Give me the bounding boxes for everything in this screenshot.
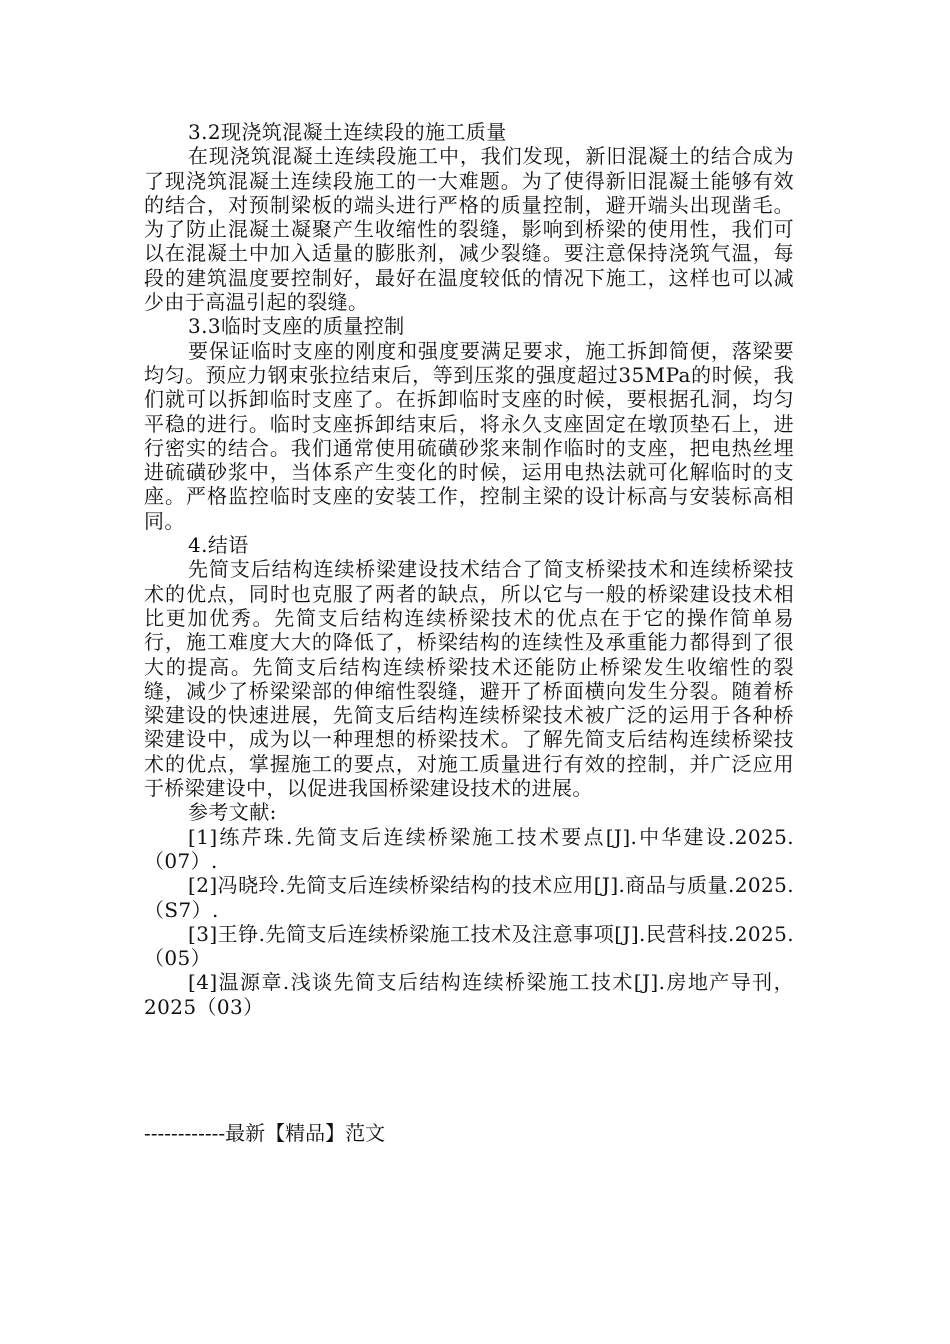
page-footer: ------------最新【精品】范文	[144, 1121, 386, 1145]
section-paragraph-4: 先简支后结构连续桥梁建设技术结合了简支桥梁技术和连续桥梁技术的优点，同时也克服了两者的缺点，所以它与一般的桥梁建设技术相比更加优秀。先简支后结构连续桥梁技术的优点在于它的操作简单易行，施工难度大大的降低了，桥梁结构的连续性及承重能力都得到了很大的提高。先简支后结构连续桥梁技术还能防止桥梁发生收缩性的裂缝，减少了桥梁梁部的伸缩性裂缝，避开了桥面横向发生分裂。随着桥梁建设的快速进展，先简支后结构连续桥梁技术被广泛的运用于各种桥梁建设中，成为以一种理想的桥梁技术。了解先简支后结构连续桥梁技术的优点，掌握施工的要点，对施工质量进行有效的控制，并广泛应用于桥梁建设中，以促进我国桥梁建设技术的进展。	[144, 557, 794, 801]
section-paragraph-3-3: 要保证临时支座的刚度和强度要满足要求，施工拆卸简便，落梁要均匀。预应力钢束张拉结束后，等到压浆的强度超过35MPa的时候，我们就可以拆卸临时支座了。在拆卸临时支座的时候，要根据孔洞，均匀平稳的进行。临时支座拆卸结束后，将永久支座固定在墩顶垫石上，进行密实的结合。我们通常使用硫磺砂浆来制作临时的支座，把电热丝埋进硫磺砂浆中，当体系产生变化的时候，运用电热法就可化解临时的支座。严格监控临时支座的安装工作，控制主梁的设计标高与安装标高相同。	[144, 338, 794, 533]
section-heading-3-2: 3.2现浇筑混凝土连续段的施工质量	[188, 120, 507, 144]
reference-item-1: [1]练芹珠.先简支后连续桥梁施工技术要点[J].中华建设.2025.（07）.	[144, 824, 794, 873]
reference-item-4: [4]温源章.浅谈先简支后结构连续桥梁施工技术[J].房地产导刊，2025（03）	[144, 970, 794, 1019]
section-paragraph-3-2: 在现浇筑混凝土连续段施工中，我们发现，新旧混凝土的结合成为了现浇筑混凝土连续段施工的一大难题。为了使得新旧混凝土能够有效的结合，对预制梁板的端头进行严格的质量控制，避开端头出现凿毛。为了防止混凝土凝聚产生收缩性的裂缝，影响到桥梁的使用性，我们可以在混凝土中加入适量的膨胀剂，减少裂缝。要注意保持浇筑气温，每段的建筑温度要控制好，最好在温度较低的情况下施工，这样也可以减少由于高温引起的裂缝。	[144, 144, 794, 315]
reference-item-2: [2]冯晓玲.先简支后连续桥梁结构的技术应用[J].商品与质量.2025. （S7）.	[144, 873, 794, 922]
document-body	[144, 120, 794, 1019]
section-heading-4: 4.结语	[188, 533, 249, 558]
reference-item-3: [3]王铮.先简支后连续桥梁施工技术及注意事项[J].民营科技.2025.（05）	[144, 921, 794, 971]
section-heading-3-3: 3.3临时支座的质量控制	[188, 314, 405, 339]
references-label: 参考文献:	[188, 800, 277, 825]
